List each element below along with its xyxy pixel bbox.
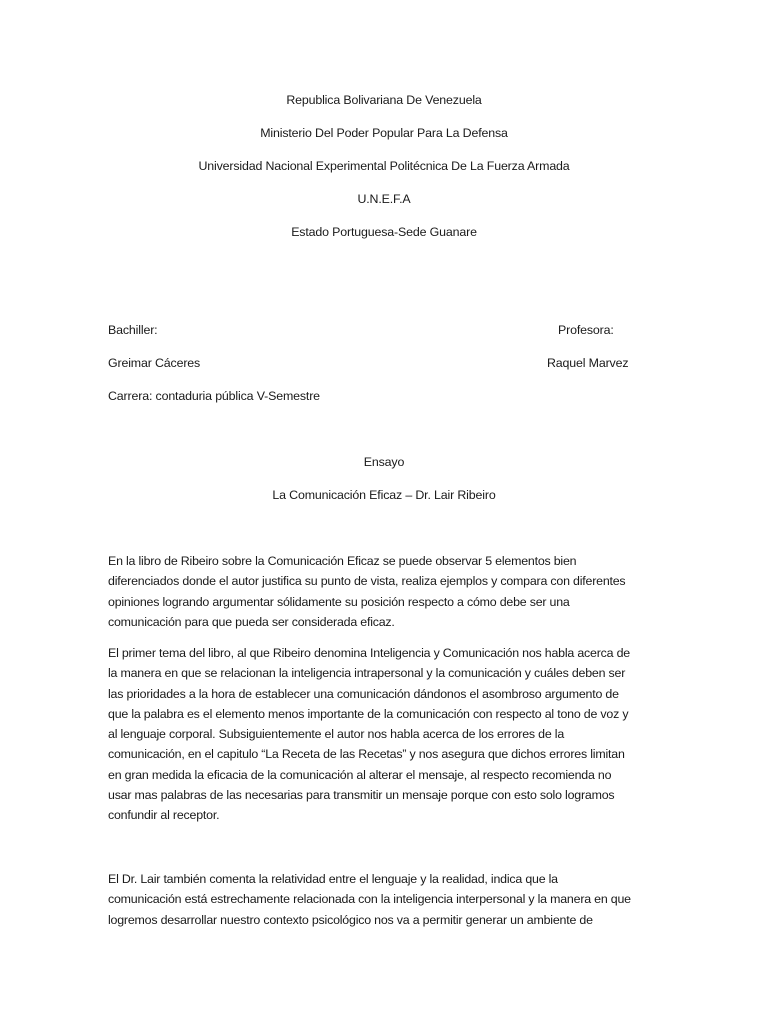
paragraph-3 xyxy=(108,869,668,930)
header-acronym: U.N.E.F.A xyxy=(357,192,411,206)
paragraph-line: En la libro de Ribeiro sobre la Comunicación Eficaz se puede observar 5 elementos bien xyxy=(108,554,577,568)
paragraph-line: comunicación, en el capitulo “La Receta de las Recetas” y nos asegura que dichos errores limitan xyxy=(108,747,625,762)
teacher-label: Profesora: xyxy=(558,323,614,337)
paragraph-line: la manera en que se relacionan la inteligencia intrapersonal y la comunicación y cuáles deben ser xyxy=(108,666,626,681)
paragraph-line: comunicación está estrechamente relacionada con la inteligencia interpersonal y la manera en que xyxy=(108,892,631,907)
teacher-name: Raquel Marvez xyxy=(547,356,629,370)
essay-title: La Comunicación Eficaz – Dr. Lair Ribeiro xyxy=(272,488,496,502)
paragraph-line: en gran medida la eficacia de la comunicación al alterar el mensaje, al respecto recomienda no xyxy=(108,767,612,782)
paragraph-line: logremos desarrollar nuestro contexto psicológico nos va a permitir generar un ambiente de xyxy=(108,912,593,927)
paragraph-line: opiniones logrando argumentar sólidamente su posición respecto a cómo debe ser una xyxy=(108,594,570,609)
paragraph-2 xyxy=(108,643,668,826)
header-ministry: Ministerio Del Poder Popular Para La Defensa xyxy=(260,126,508,140)
essay-type: Ensayo xyxy=(363,455,405,469)
student-label: Bachiller: xyxy=(108,323,158,337)
paragraph-line: que la palabra es el elemento menos importante de la comunicación con respecto al tono de voz y xyxy=(108,706,629,721)
paragraph-line: diferenciados donde el autor justifica su punto de vista, realiza ejemplos y compara con diferentes xyxy=(108,574,626,589)
paragraph-line: al lenguaje corporal. Subsiguientemente el autor nos habla acerca de los errores de la xyxy=(108,727,565,742)
paragraph-line: usar mas palabras de las necesarias para transmitir un mensaje porque con esto solo logramos xyxy=(108,788,615,803)
paragraph-line: El primer tema del libro, al que Ribeiro denomina Inteligencia y Comunicación nos habla acerca de xyxy=(108,646,630,660)
paragraph-1 xyxy=(108,551,668,632)
paragraph-line: comunicación para que pueda ser considerada eficaz. xyxy=(108,614,395,629)
header-country: Republica Bolivariana De Venezuela xyxy=(286,93,482,107)
paragraph-line: las prioridades a la hora de establecer una comunicación dándonos el asombroso argumento de xyxy=(108,686,619,701)
paragraph-line: El Dr. Lair también comenta la relatividad entre el lenguaje y la realidad, indica que la xyxy=(108,872,558,886)
career-info: Carrera: contaduria pública V-Semestre xyxy=(108,389,320,403)
student-name: Greimar Cáceres xyxy=(108,356,201,370)
header-university: Universidad Nacional Experimental Politécnica De La Fuerza Armada xyxy=(198,159,570,173)
paragraph-line: confundir al receptor. xyxy=(108,808,220,823)
header-campus: Estado Portuguesa-Sede Guanare xyxy=(291,225,477,239)
